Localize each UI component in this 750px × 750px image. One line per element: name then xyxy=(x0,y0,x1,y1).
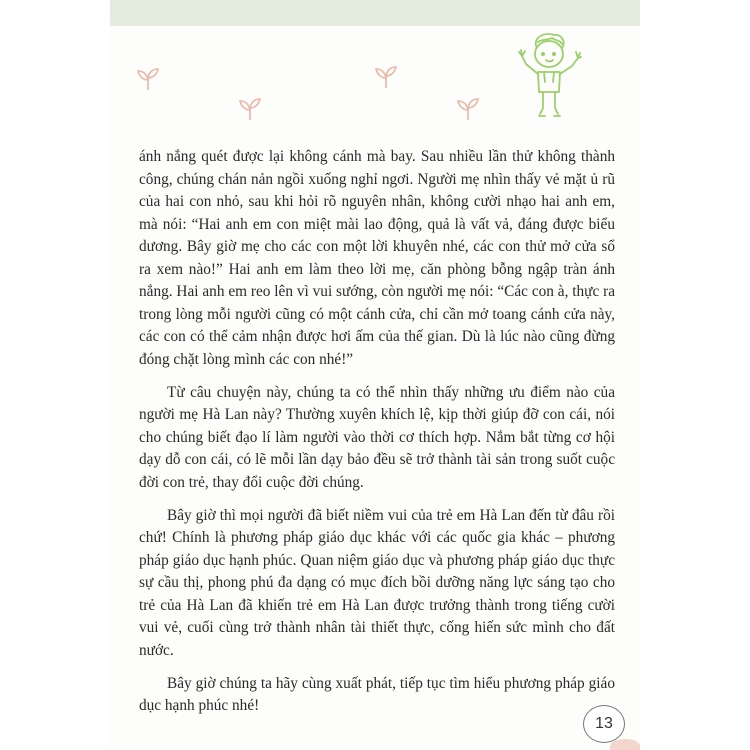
body-text xyxy=(139,146,615,728)
page-number: 13 xyxy=(595,715,613,732)
paragraph: ánh nắng quét được lại không cánh mà bay. Sau nhiều lần thử không thành công, chúng chán nản ngồi xuống nghỉ ngơi. Người mẹ nhìn thấy vẻ mặt ủ rũ của hai con nhỏ, sau khi hỏi rõ nguyên nhân, không cười nhạo hai anh em, mà nói: “Hai anh em con miệt mài lao động, quả là vất vả, đáng được biểu dương. Bây giờ mẹ cho các con một lời khuyên nhé, các con thử mở cửa sổ ra xem nào!” Hai anh em làm theo lời mẹ, căn phòng bỗng ngập tràn ánh nắng. Hai anh em reo lên vì vui sướng, còn người mẹ nói: “Các con à, thực ra trong lòng mỗi người cũng có một cánh cửa, chỉ cần mở toang cánh cửa này, các con có thể cảm nhận được hơi ấm của thế gian. Dù là lúc nào cũng đừng đóng chặt lòng mình các con nhé!” xyxy=(139,148,615,368)
book-page xyxy=(110,0,640,750)
page-number-badge xyxy=(580,695,640,750)
sprout-icon xyxy=(136,66,160,92)
boy-illustration xyxy=(518,30,582,126)
paragraph: Từ câu chuyện này, chúng ta có thể nhìn thấy những ưu điểm nào của người mẹ Hà Lan này? Thường xuyên khích lệ, kịp thời giúp đỡ con cái, nói cho chúng biết đạo lí làm người vào thời cơ thích hợp. Nắm bắt từng cơ hội dạy dỗ con cái, có lẽ mỗi lần dạy bảo đều sẽ trở thành tài sản trong suốt cuộc đời con trẻ, thay đổi cuộc đời chúng. xyxy=(139,383,615,491)
paragraph: Bây giờ chúng ta hãy cùng xuất phát, tiếp tục tìm hiểu phương pháp giáo dục hạnh phúc nhé! xyxy=(139,674,615,714)
header-band xyxy=(110,0,640,26)
page-number-circle xyxy=(583,705,625,743)
sprout-icon xyxy=(374,64,398,90)
sprout-icon xyxy=(456,96,480,122)
decorative-shape xyxy=(610,739,640,750)
sprout-icon xyxy=(238,96,262,122)
paragraph: Bây giờ thì mọi người đã biết niềm vui của trẻ em Hà Lan đến từ đâu rồi chứ! Chính là phương pháp giáo dục khác với các quốc gia khác – phương pháp giáo dục hạnh phúc. Quan niệm giáo dục và phương pháp giáo dục thực sự cầu thị, phong phú đa dạng có mục đích bồi dưỡng năng lực sáng tạo cho trẻ của Hà Lan đã khiến trẻ em Hà Lan được trưởng thành trong tiếng cười vui vẻ, cuối cùng trở thành nhân tài thiết thực, cống hiến sức mình cho đất nước. xyxy=(139,506,615,659)
